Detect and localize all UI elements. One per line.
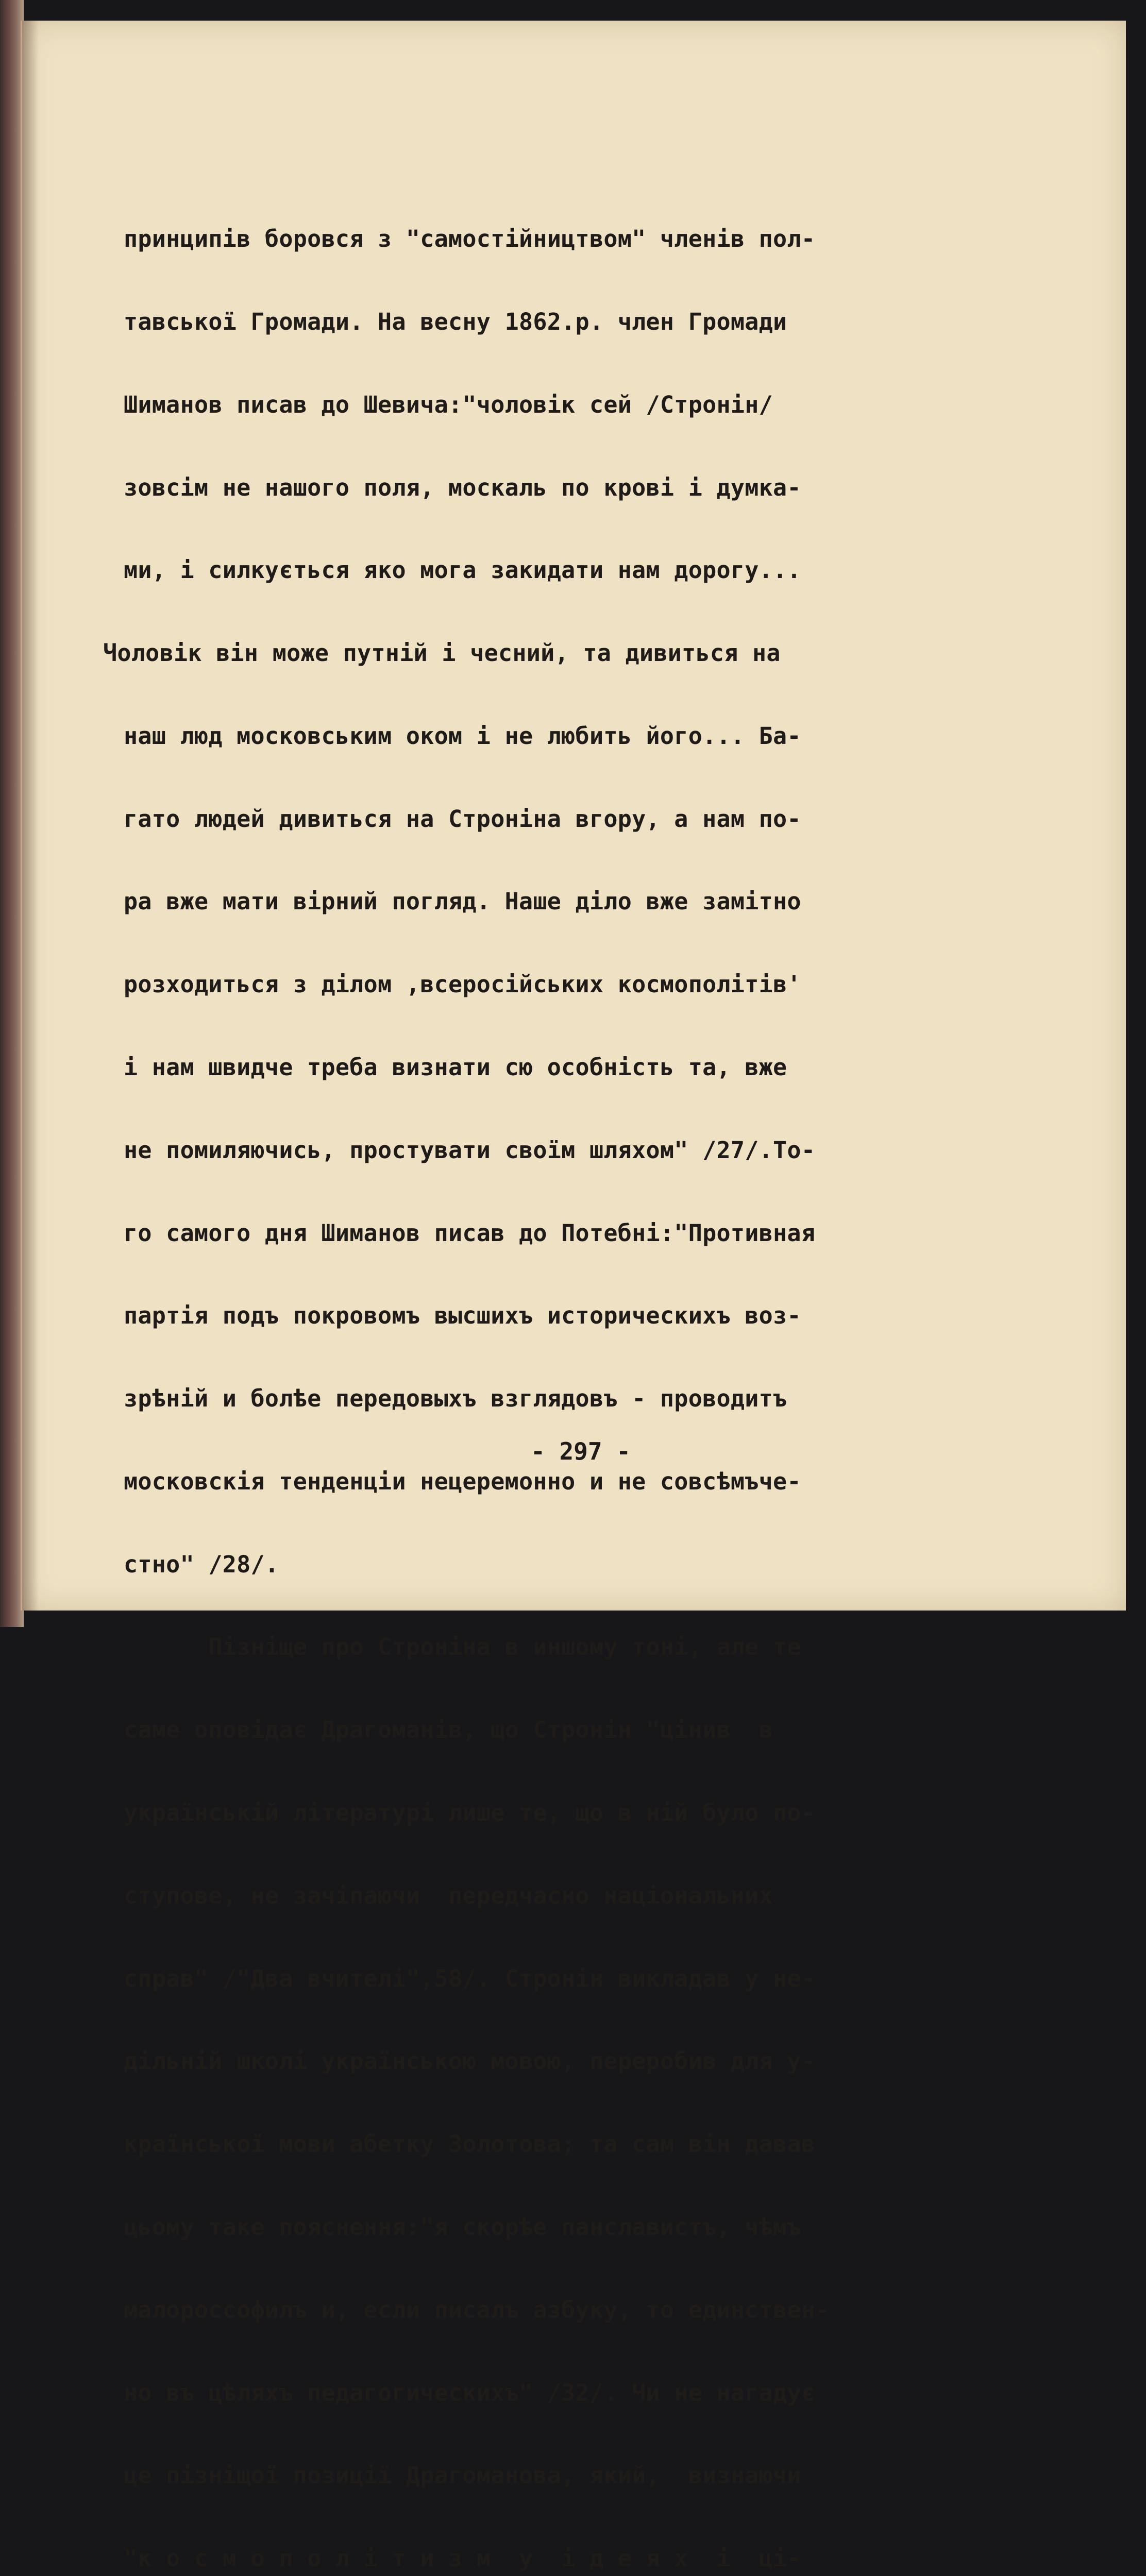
binding-shadow [22,21,39,1611]
text-line: не помиляючись, простувати своїм шляхом" /27/.То- [124,1136,816,1164]
text-line: стно" /28/. [124,1550,279,1578]
text-line: ми, і силкується яко мога закидати нам дорогу... [124,556,801,584]
body-text [103,170,1031,2576]
text-line: дільній школі українською мовою, переробив для у- [124,2047,816,2075]
text-line: розходиться з ділом ,всеросійських космополітів' [124,971,801,998]
text-line: Чоловік він може путній і чесний, та дивиться на [103,639,781,667]
text-line: Пізніще про Строніна в иншому тоні, але те [124,1633,801,1661]
text-line: країнської мови абетку Золотова; та сам він давав [124,2130,816,2158]
text-line: саме оповідає Драгоманів, що Стронін "цінив в [124,1716,773,1744]
text-line: партія подъ покровомъ высшихъ историческихъ воз- [124,1302,801,1330]
text-line: ра вже мати вірний погляд. Наше діло вже замітно [124,888,801,916]
text-line: "к о с м о п о л і т и з м у і д е я х і ці- [124,2545,801,2572]
text-line: го самого дня Шиманов писав до Потебні:"Противная [124,1219,816,1247]
text-line: зрѣній и болѣе передовыхъ взглядовъ - проводитъ [124,1385,787,1413]
text-line: і нам швидче треба визнати сю особність та, вже [124,1054,787,1081]
text-line: гато людей дивиться на Строніна вгору, а нам по- [124,805,801,833]
text-line: українській літературі лише те, що в ній було по- [124,1799,816,1827]
text-line: справ" /"Два вчителі",58/. Стронін викладав у не- [124,1964,816,1992]
page-number: - 297 - [531,1437,631,1465]
text-line: наш люд московським оком і не любить його... Ба- [124,722,801,750]
text-line: зовсім не нашого поля, москаль по крові і думка- [124,473,801,501]
text-line: ступове, не зачіпаючи передчасно національних [124,1882,773,1909]
text-line: но въ цѣляхъ педагогическихъ" /32/. Чи не нагадує [124,2379,816,2406]
text-line: тавської Громади. На весну 1862.р. член Громади [124,308,787,335]
text-line: цьому таке пояснення:"я скорѣе панславистъ, чѣмъ [124,2213,801,2241]
text-line: малороссофилъ и, если писалъ азбуку, то единствен- [124,2296,830,2324]
text-line: це пізніщої позиції Драгоманова, який, визнаючи [124,2462,801,2489]
text-line: московскія тенденціи нецеремонно и не совсѣмъче- [124,1467,801,1495]
text-line: Шиманов писав до Шевича:"чоловік сей /Стронін/ [124,391,773,418]
text-line: принципів боровся з "самостійництвом" членів пол- [124,225,816,253]
